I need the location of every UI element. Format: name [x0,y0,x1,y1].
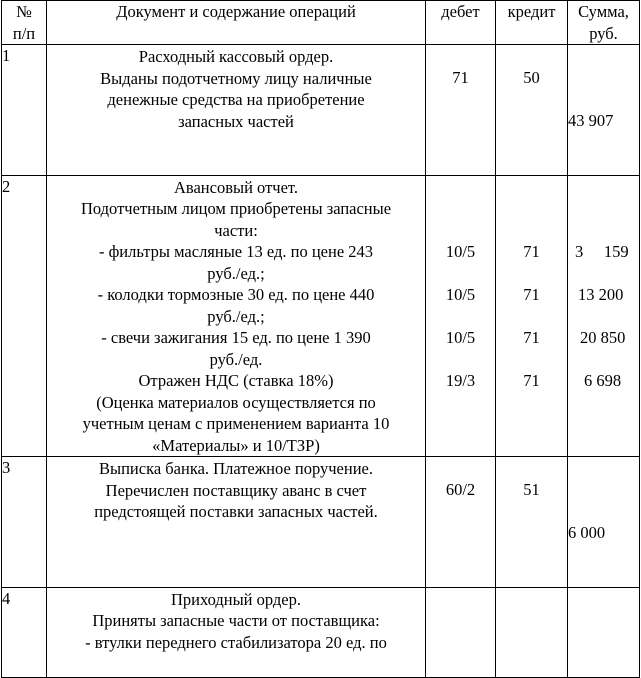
debit-value: 60/2 [445,480,476,499]
header-sum-line: Сумма, [578,2,629,21]
header-num-line: № [16,2,32,21]
header-sum-line: руб. [589,23,618,43]
description-line: Выписка банка. Платежное поручение. [99,459,373,478]
description-line: части: [214,220,258,240]
description-line: - свечи зажигания 15 ед. по цене 1 390 [101,328,371,347]
description-line: предстоящей поставки запасных частей. [94,502,378,521]
debit-value: 10/5 [445,241,476,261]
description-line: руб./ед. [209,349,263,369]
debit-cell [426,587,496,677]
credit-cell [496,45,568,176]
operation-description [47,457,426,588]
table-row [2,45,640,176]
sum-value: 6 000 [568,523,606,542]
operations-table [1,0,640,678]
debit-cell [426,175,496,457]
sum-value: 3 159 [575,241,629,261]
credit-cell [496,587,568,677]
description-line: Отражен НДС (ставка 18%) [138,371,334,390]
debit-value: 10/5 [445,284,476,304]
description-line: Авансовый отчет. [173,177,298,197]
table-row [2,175,640,457]
description-line: запасных частей [178,111,294,131]
debit-value: 19/3 [445,370,476,390]
header-num-line: п/п [12,23,36,43]
row-number: 1 [2,45,47,176]
header-credit: кредит [496,1,568,45]
description-line: Выданы подотчетному лицу наличные [100,68,372,88]
debit-cell [426,457,496,588]
sum-cell [568,457,640,588]
description-line: Подотчетным лицом приобретены запасные [80,199,392,218]
description-line: - втулки переднего стабилизатора 20 ед. по [85,632,387,652]
description-line: - колодки тормозные 30 ед. по цене 440 [97,285,375,304]
row-number: 3 [2,457,47,588]
table-row [2,457,640,588]
sum-value: 20 850 [580,327,626,347]
description-line: Перечислен поставщику аванс в счет [105,480,367,500]
credit-cell [496,457,568,588]
description-line: - фильтры масляные 13 ед. по цене 243 [98,242,374,261]
sum-value: 43 907 [568,111,614,130]
debit-cell [426,45,496,176]
header-sum [568,1,640,45]
operation-description [47,587,426,677]
sum-cell [568,45,640,176]
description-line: Приходный ордер. [170,589,302,609]
credit-value: 50 [523,68,540,87]
row-number: 2 [2,175,47,457]
description-line: Приняты запасные части от поставщика: [92,611,380,630]
credit-value: 71 [523,327,540,347]
description-line: руб./ед.; [207,306,265,326]
credit-value: 71 [523,284,540,304]
sum-cell [568,175,640,457]
header-debit: дебет [426,1,496,45]
description-line: руб./ед.; [207,263,265,283]
sum-cell [568,587,640,677]
credit-cell [496,175,568,457]
header-row [2,1,640,45]
credit-value: 71 [523,370,540,390]
header-num [2,1,47,45]
credit-value: 51 [523,480,540,499]
sum-value: 6 698 [584,370,622,390]
header-document: Документ и содержание операций [47,1,426,45]
description-line: (Оценка материалов осуществляется по [96,392,376,412]
description-line: учетным ценам с применением варианта 10 [82,414,390,433]
description-line: денежные средства на приобретение [107,90,365,109]
description-line: «Материалы» и 10/ТЗР) [152,435,320,455]
operation-description [47,175,426,457]
row-number: 4 [2,587,47,677]
debit-value: 71 [452,68,469,87]
operation-description [47,45,426,176]
debit-value: 10/5 [445,327,476,347]
description-line: Расходный кассовый ордер. [138,47,334,66]
sum-value: 13 200 [578,284,624,304]
table-row [2,587,640,677]
credit-value: 71 [523,241,540,261]
